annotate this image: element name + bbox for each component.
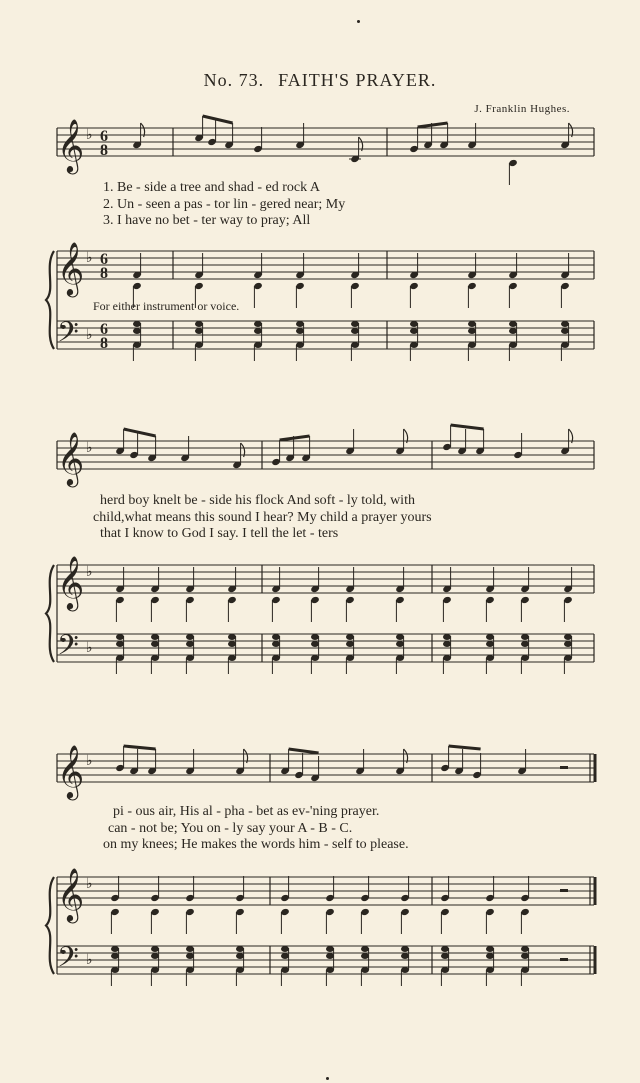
hymn-number: No. 73. [203, 70, 265, 90]
note-head [195, 328, 203, 334]
lyric-line: 2. Un - seen a pas - tor lin - gered near; My [103, 197, 346, 212]
instruction-text: For either instrument or voice. [93, 299, 240, 313]
note-head [410, 321, 418, 327]
note-head [521, 967, 529, 973]
note-head [151, 641, 159, 647]
note-head [410, 342, 418, 348]
note-head [326, 946, 334, 952]
note-head [186, 655, 194, 661]
note-head [468, 328, 476, 334]
page-mark [357, 20, 360, 23]
bass-clef: 𝄢 [57, 316, 79, 356]
note-head [521, 634, 529, 640]
note-head [151, 634, 159, 640]
note-head [441, 953, 449, 959]
note-head [564, 634, 572, 640]
note-head [151, 655, 159, 661]
note-head [236, 953, 244, 959]
note-head [296, 321, 304, 327]
note-head [401, 953, 409, 959]
note-head [272, 641, 280, 647]
note-head [564, 641, 572, 647]
note-head [186, 953, 194, 959]
note-head [228, 641, 236, 647]
time-signature-top: 6 [100, 251, 108, 268]
bass-clef: 𝄢 [57, 629, 79, 669]
note-beam [289, 749, 319, 753]
note-beam [451, 425, 484, 429]
hymn-name: FAITH'S PRAYER. [278, 70, 437, 90]
note-beam [449, 746, 481, 749]
treble-clef: 𝄞 [57, 241, 85, 295]
note-head [151, 967, 159, 973]
note-head [111, 953, 119, 959]
flat-sign: ♭ [86, 327, 93, 343]
note-head [272, 655, 280, 661]
system-brace [46, 877, 54, 974]
flat-sign: ♭ [86, 952, 93, 968]
note-head [396, 641, 404, 647]
time-signature-top: 6 [100, 128, 108, 145]
note-head [441, 967, 449, 973]
note-head [186, 634, 194, 640]
time-signature-bottom: 8 [100, 335, 108, 352]
note-head [443, 641, 451, 647]
note-head [410, 328, 418, 334]
note-head [441, 946, 449, 952]
note-beam [203, 116, 233, 123]
note-beam [124, 746, 156, 749]
note-head [116, 634, 124, 640]
note-head [351, 342, 359, 348]
note-head [133, 342, 141, 348]
note-head [195, 321, 203, 327]
note-head [346, 655, 354, 661]
lyric-line: child,what means this sound I hear? My child a prayer yours [93, 510, 432, 525]
lyric-line: 1. Be - side a tree and shad - ed rock A [103, 180, 320, 195]
note-beam [280, 436, 310, 440]
bass-clef: 𝄢 [57, 941, 79, 981]
note-head [443, 655, 451, 661]
note-head [468, 321, 476, 327]
note-head [486, 946, 494, 952]
note-head [296, 328, 304, 334]
note-head [361, 953, 369, 959]
note-head [486, 967, 494, 973]
treble-clef: 𝄞 [57, 555, 85, 609]
system-brace [46, 565, 54, 662]
note-head [401, 967, 409, 973]
note-head [236, 946, 244, 952]
note-head [346, 641, 354, 647]
treble-clef: 𝄞 [57, 867, 85, 921]
flat-sign: ♭ [86, 250, 93, 266]
note-head [116, 641, 124, 647]
note-head [521, 641, 529, 647]
note-head [486, 655, 494, 661]
note-head [151, 946, 159, 952]
note-head [311, 634, 319, 640]
note-head [346, 634, 354, 640]
note-head [521, 953, 529, 959]
note-head [133, 321, 141, 327]
note-head [521, 946, 529, 952]
note-head [111, 946, 119, 952]
treble-clef: 𝄞 [57, 744, 85, 798]
note-head [296, 342, 304, 348]
note-head [254, 328, 262, 334]
note-head [228, 634, 236, 640]
lyric-line: can - not be; You on - ly say your A - B - C. [108, 821, 353, 836]
note-head [254, 342, 262, 348]
rest [560, 958, 568, 961]
note-head [254, 321, 262, 327]
note-head [468, 342, 476, 348]
lyric-line: on my knees; He makes the words him - self to please. [103, 837, 409, 852]
flat-sign: ♭ [86, 640, 93, 656]
note-head [509, 321, 517, 327]
note-head [111, 967, 119, 973]
note-head [486, 634, 494, 640]
lyric-line: 3. I have no bet - ter way to pray; All [103, 213, 311, 228]
note-head [311, 655, 319, 661]
note-head [326, 967, 334, 973]
note-head [236, 967, 244, 973]
flat-sign: ♭ [86, 753, 93, 769]
note-head [486, 641, 494, 647]
note-head [509, 328, 517, 334]
note-head [272, 634, 280, 640]
rest [560, 766, 568, 769]
note-head [351, 321, 359, 327]
page-mark [326, 1077, 329, 1080]
note-head [361, 946, 369, 952]
note-head [401, 946, 409, 952]
flat-sign: ♭ [86, 876, 93, 892]
time-signature-bottom: 8 [100, 142, 108, 159]
note-head [396, 655, 404, 661]
note-head [281, 946, 289, 952]
flat-sign: ♭ [86, 564, 93, 580]
note-beam [124, 429, 156, 436]
note-beam [418, 123, 448, 127]
note-head [564, 655, 572, 661]
note-head [361, 967, 369, 973]
note-head [443, 634, 451, 640]
note-head [133, 328, 141, 334]
lyric-line: that I know to God I say. I tell the let - ters [100, 526, 339, 541]
note-head [521, 655, 529, 661]
system-brace [46, 251, 54, 349]
rest [560, 889, 568, 892]
note-head [351, 328, 359, 334]
note-head [561, 328, 569, 334]
note-head [186, 967, 194, 973]
note-head [195, 342, 203, 348]
flat-sign: ♭ [86, 440, 93, 456]
lyric-line: pi - ous air, His al - pha - bet as ev-'ning prayer. [113, 804, 380, 819]
note-head [228, 655, 236, 661]
note-head [151, 953, 159, 959]
note-head [561, 321, 569, 327]
flat-sign: ♭ [86, 127, 93, 143]
note-head [186, 641, 194, 647]
lyric-line: herd boy knelt be - side his flock And soft - ly told, with [100, 493, 415, 508]
note-head [509, 342, 517, 348]
note-head [281, 967, 289, 973]
note-head [396, 634, 404, 640]
composer-credit: J. Franklin Hughes. [474, 103, 570, 115]
note-head [186, 946, 194, 952]
note-head [561, 342, 569, 348]
note-head [326, 953, 334, 959]
note-head [116, 655, 124, 661]
treble-clef: 𝄞 [57, 118, 85, 172]
note-head [281, 953, 289, 959]
treble-clef: 𝄞 [57, 431, 85, 485]
note-head [311, 641, 319, 647]
time-signature-top: 6 [100, 321, 108, 338]
note-head [486, 953, 494, 959]
time-signature-bottom: 8 [100, 265, 108, 282]
